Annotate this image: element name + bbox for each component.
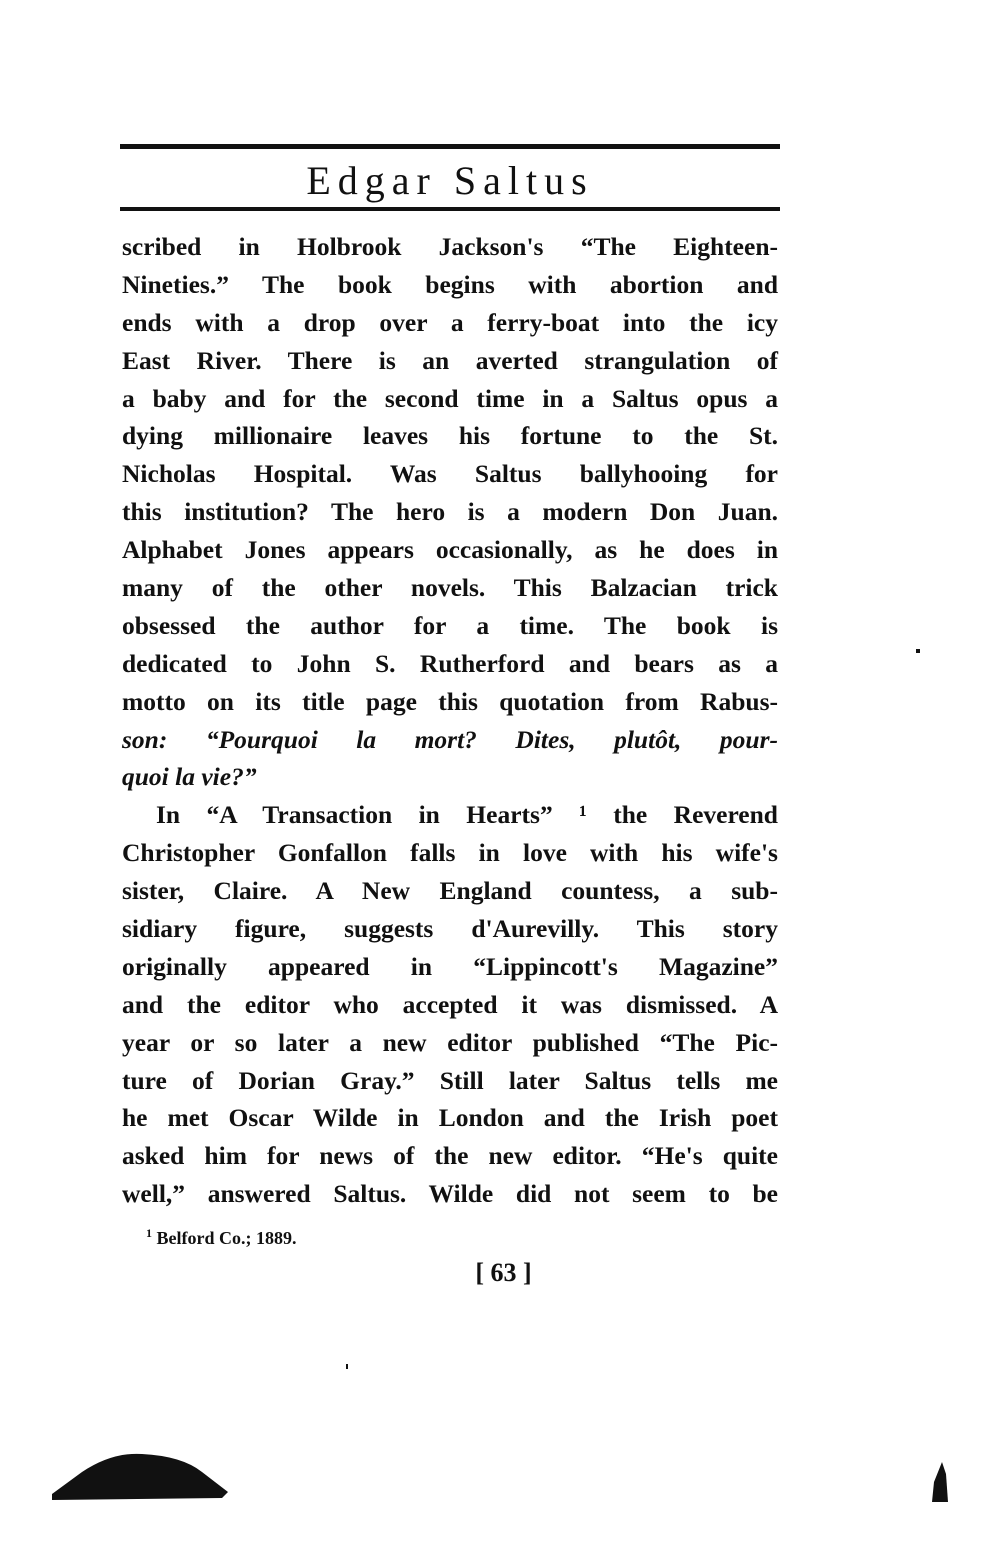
top-rule — [120, 144, 780, 149]
footnote — [146, 1226, 296, 1249]
text-line: asked him for news of the new editor. “He's quite — [122, 1141, 778, 1171]
text-line: dedicated to John S. Rutherford and bears as a — [122, 648, 778, 678]
text-line: a baby and for the second time in a Saltus opus a — [122, 383, 778, 413]
running-head: Edgar Saltus — [306, 158, 594, 203]
text-line: son: “Pourquoi la mort? Dites, plutôt, pour- — [122, 724, 778, 754]
header-rule — [120, 207, 780, 211]
text-line: he met Oscar Wilde in London and the Irish poet — [122, 1103, 778, 1133]
text-line: Christopher Gonfallon falls in love with his wife's — [122, 838, 778, 868]
text-line: and the editor who accepted it was dismissed. A — [122, 989, 778, 1019]
text-line: originally appeared in “Lippincott's Magazine” — [122, 951, 778, 981]
text-line: many of the other novels. This Balzacian trick — [122, 573, 778, 603]
text-line: In “A Transaction in Hearts” ¹ the Reverend — [156, 800, 778, 830]
text-line: sister, Claire. A New England countess, a sub- — [122, 876, 778, 906]
text-line: Nicholas Hospital. Was Saltus ballyhooing for — [122, 459, 778, 489]
text-line: motto on its title page this quotation from Rabus- — [122, 686, 778, 716]
footnote-text: Belford Co.; 1889. — [156, 1228, 297, 1248]
scan-speck — [916, 649, 920, 653]
text-line: obsessed the author for a time. The book is — [122, 610, 778, 640]
text-line: year or so later a new editor published “The Pic- — [122, 1027, 778, 1057]
text-line: well,” answered Saltus. Wilde did not seem to be — [122, 1179, 778, 1209]
scan-speck — [346, 1364, 348, 1369]
text-line: dying millionaire leaves his fortune to the St. — [122, 421, 778, 451]
text-line: sidiary figure, suggests d'Aurevilly. This story — [122, 914, 778, 944]
body-text — [122, 228, 778, 1213]
text-line: scribed in Holbrook Jackson's “The Eighteen- — [122, 232, 778, 261]
footnote-marker: 1 — [146, 1226, 152, 1240]
text-line: ture of Dorian Gray.” Still later Saltus tells me — [122, 1065, 778, 1095]
text-line: this institution? The hero is a modern Don Juan. — [122, 497, 778, 527]
scan-blot-right — [928, 1462, 948, 1502]
text-line: Nineties.” The book begins with abortion and — [122, 269, 778, 299]
page-number: [ 63 ] — [475, 1258, 532, 1287]
scan-blot-left — [52, 1442, 228, 1500]
text-line: quoi la vie?” — [122, 762, 257, 792]
text-line: East River. There is an averted strangulation of — [122, 345, 778, 375]
text-line: ends with a drop over a ferry-boat into the icy — [122, 307, 778, 337]
text-line: Alphabet Jones appears occasionally, as he does in — [122, 535, 778, 565]
